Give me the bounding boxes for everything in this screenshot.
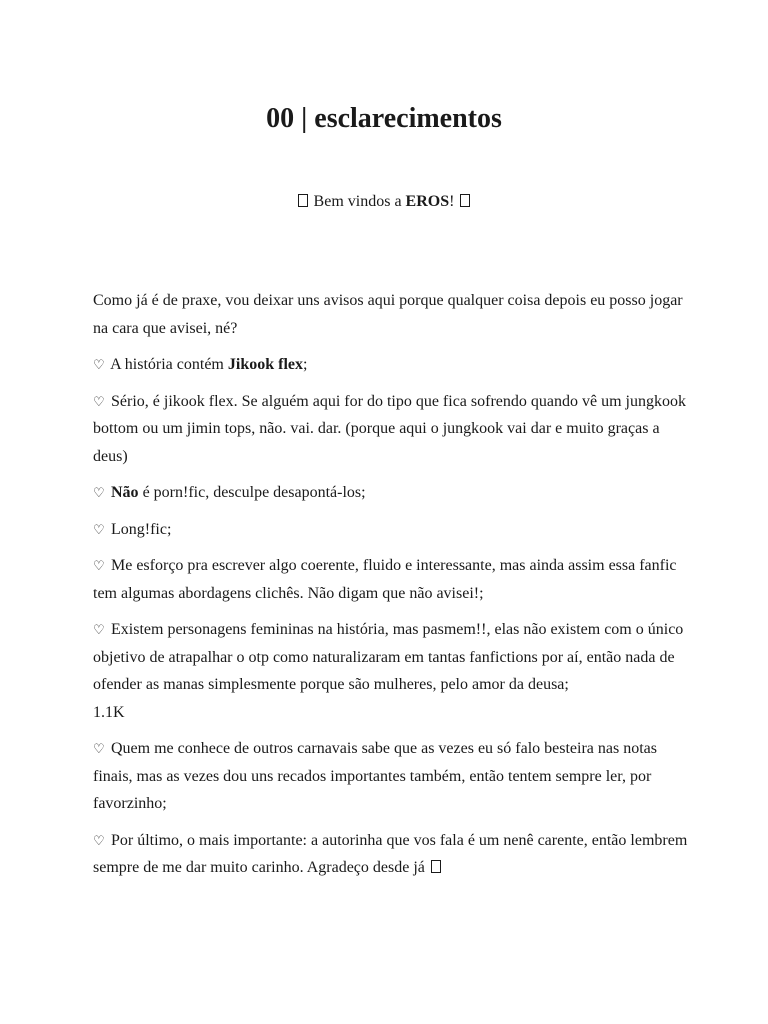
notice-item: ♡ Long!fic; (93, 516, 693, 544)
notice-item: ♡ Quem me conhece de outros carnavais sabe que as vezes eu só falo besteira nas notas finais, mas as vezes dou uns recados importantes também, então tentem sempre ler, por favorzinho; (93, 735, 693, 818)
notice-item: ♡ Sério, é jikook flex. Se alguém aqui for do tipo que fica sofrendo quando vê um jungkook bottom ou um jimin tops, não. vai. dar. (porque aqui o jungkook vai dar e muito graças a deus) (93, 388, 693, 471)
heart-icon: ♡ (93, 521, 105, 537)
missing-glyph-icon (298, 194, 308, 207)
heart-icon: ♡ (93, 485, 105, 500)
missing-glyph-icon (431, 860, 441, 873)
heart-icon: ♡ (93, 832, 105, 848)
notice-item: ♡ Não é porn!fic, desculpe desapontá-los; (93, 479, 693, 507)
notice-item: ♡ Me esforço pra escrever algo coerente, fluido e interessante, mas ainda assim essa fanfic tem algumas abordagens clichês. Não digam que não avisei!; (93, 552, 693, 607)
heart-icon: ♡ (93, 558, 105, 573)
notice-item: ♡ Existem personagens femininas na história, mas pasmem!!, elas não existem com o único objetivo de atrapalhar o otp como naturalizaram em tantas fanfictions por aí, então nada de ofender as manas simplesmente porque são mulheres, pelo amor da deusa; (93, 616, 693, 699)
heart-icon: ♡ (93, 357, 105, 372)
missing-glyph-icon (460, 194, 470, 207)
welcome-line (0, 191, 768, 213)
heart-icon: ♡ (93, 741, 105, 756)
notice-item: ♡ Por último, o mais importante: a autorinha que vos fala é um nenê carente, então lembrem sempre de me dar muito carinho. Agradeço desde já (93, 827, 693, 882)
intro-paragraph: Como já é de praxe, vou deixar uns avisos aqui porque qualquer coisa depois eu posso jogar na cara que avisei, né? (93, 292, 683, 337)
welcome-title-bold: EROS (405, 193, 450, 210)
chapter-title: 00 | esclarecimentos (266, 103, 502, 134)
heart-icon: ♡ (93, 393, 105, 409)
welcome-text-after: ! (449, 193, 455, 210)
chapter-body (93, 287, 693, 891)
notice-item: ♡ A história contém Jikook flex; (93, 351, 693, 379)
welcome-text-before: Bem vindos a (313, 193, 406, 210)
heart-icon: ♡ (93, 622, 105, 637)
reads-count: 1.1K (93, 703, 125, 721)
